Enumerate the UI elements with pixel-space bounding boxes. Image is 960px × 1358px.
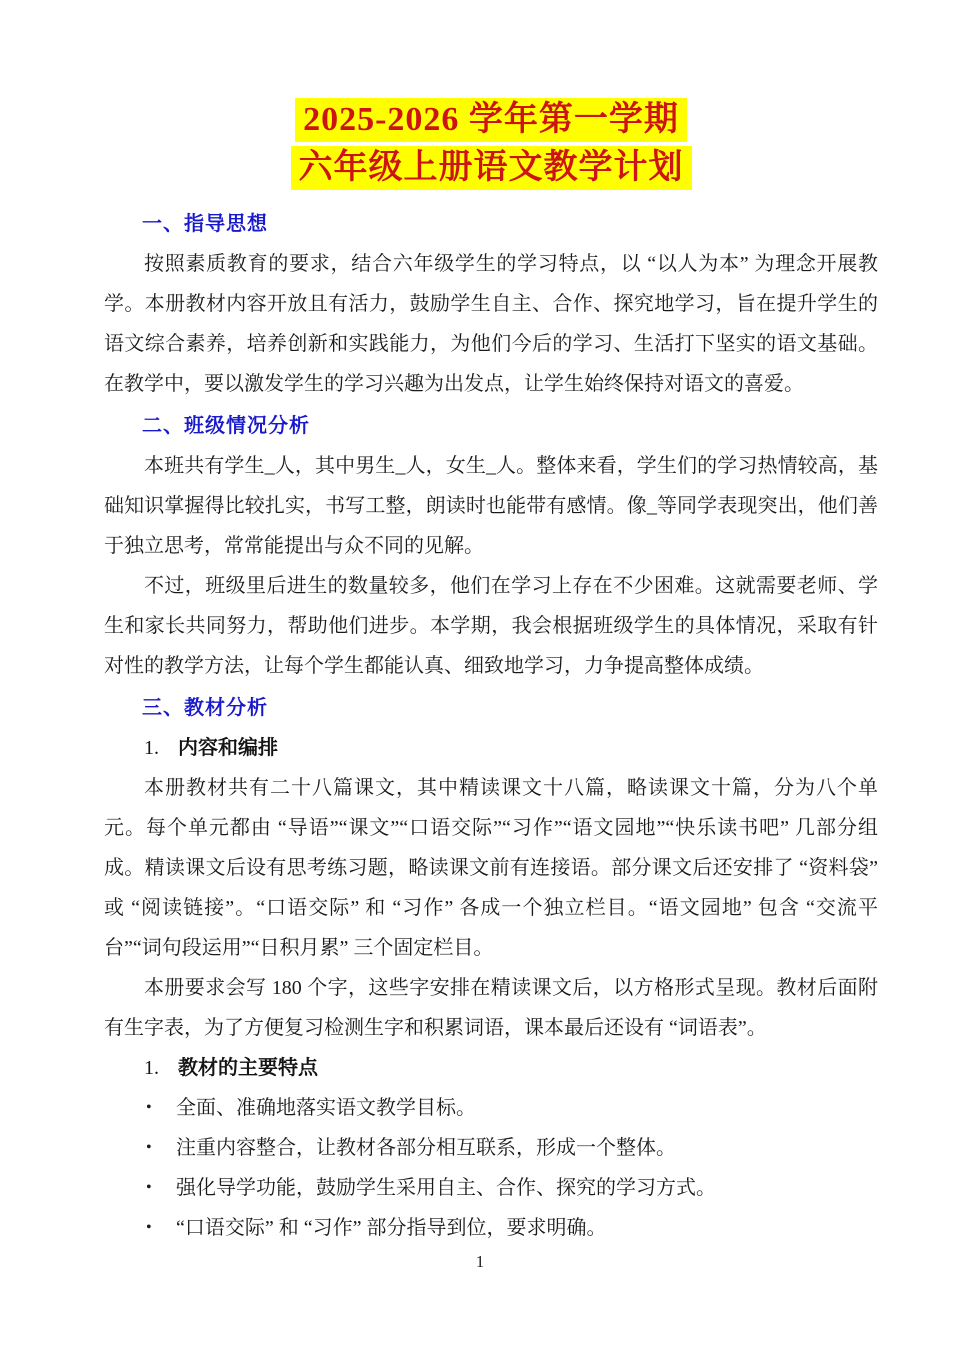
bullet-icon: • — [146, 1219, 152, 1236]
list-item — [104, 1208, 878, 1248]
list-item-text: “口语交际” 和 “习作” 部分指导到位，要求明确。 — [176, 1217, 607, 1239]
list-item — [104, 1168, 878, 1208]
paragraph-guiding-ideology: 按照素质教育的要求，结合六年级学生的学习特点，以 “以人为本” 为理念开展教学。本册教材内容开放且有活力，鼓励学生自主、合作、探究地学习，旨在提升学生的语文综合素养，培养创新和实践能力，为他们今后的学习、生活打下坚实的语文基础。在教学中，要以激发学生的学习兴趣为出发点，让学生始终保持对语文的喜爱。 — [104, 253, 878, 395]
title-line-1-row — [104, 98, 878, 146]
page-number: 1 — [475, 1252, 485, 1271]
title-line-2-row — [104, 146, 878, 194]
paragraph-writing-requirements: 本册要求会写 180 个字，这些字安排在精读课文后，以方格形式呈现。教材后面附有生字表，为了方便复习检测生字和积累词语，课本最后还设有 “词语表”。 — [104, 977, 878, 1039]
section-heading-guiding-ideology: 一、指导思想 — [142, 213, 268, 235]
bullet-icon: • — [146, 1179, 152, 1196]
subitem-label: 内容和编排 — [178, 737, 278, 759]
list-item-text: 全面、准确地落实语文教学目标。 — [176, 1097, 476, 1119]
list-item — [104, 1088, 878, 1128]
document-title — [104, 98, 878, 194]
section-heading-class-analysis: 二、班级情况分析 — [142, 415, 310, 437]
list-item — [104, 1128, 878, 1168]
paragraph-textbook-structure: 本册教材共有二十八篇课文，其中精读课文十八篇，略读课文十篇，分为八个单元。每个单元都由 “导语”“课文”“口语交际”“习作”“语文园地”“快乐读书吧” 几部分组成。精读课文后设有思考练习题，略读课文前有连接语。部分课文后还安排了 “资料袋” 或 “阅读链接”。“口语交际” 和 “习作” 各成一个独立栏目。“语文园地” 包含 “交流平台”“词句段运用”“日积月累” 三个固定栏目。 — [104, 777, 878, 959]
list-item-text: 强化导学功能，鼓励学生采用自主、合作、探究的学习方式。 — [176, 1177, 716, 1199]
paragraph-class-analysis-2: 不过，班级里后进生的数量较多，他们在学习上存在不少困难。这就需要老师、学生和家长共同努力，帮助他们进步。本学期，我会根据班级学生的具体情况，采取有针对性的教学方法，让每个学生都能认真、细致地学习，力争提高整体成绩。 — [104, 575, 878, 677]
title-line-2: 六年级上册语文教学计划 — [291, 146, 692, 190]
subitem-number: 1. — [144, 1057, 159, 1079]
bullet-icon: • — [146, 1099, 152, 1116]
paragraph-class-analysis-1: 本班共有学生_人，其中男生_人，女生_人。整体来看，学生们的学习热情较高，基础知识掌握得比较扎实，书写工整，朗读时也能带有感情。像_等同学表现突出，他们善于独立思考，常常能提出与众不同的见解。 — [104, 455, 878, 557]
subitem-number: 1. — [144, 737, 159, 759]
subitem-content-arrangement — [104, 728, 878, 768]
section-heading-textbook-analysis: 三、教材分析 — [142, 697, 268, 719]
list-item-text: 注重内容整合，让教材各部分相互联系，形成一个整体。 — [176, 1137, 676, 1159]
bullet-icon: • — [146, 1139, 152, 1156]
subitem-textbook-features — [104, 1048, 878, 1088]
title-line-1: 2025-2026 学年第一学期 — [295, 98, 687, 142]
subitem-label: 教材的主要特点 — [178, 1057, 318, 1079]
feature-bullet-list — [104, 1088, 878, 1248]
